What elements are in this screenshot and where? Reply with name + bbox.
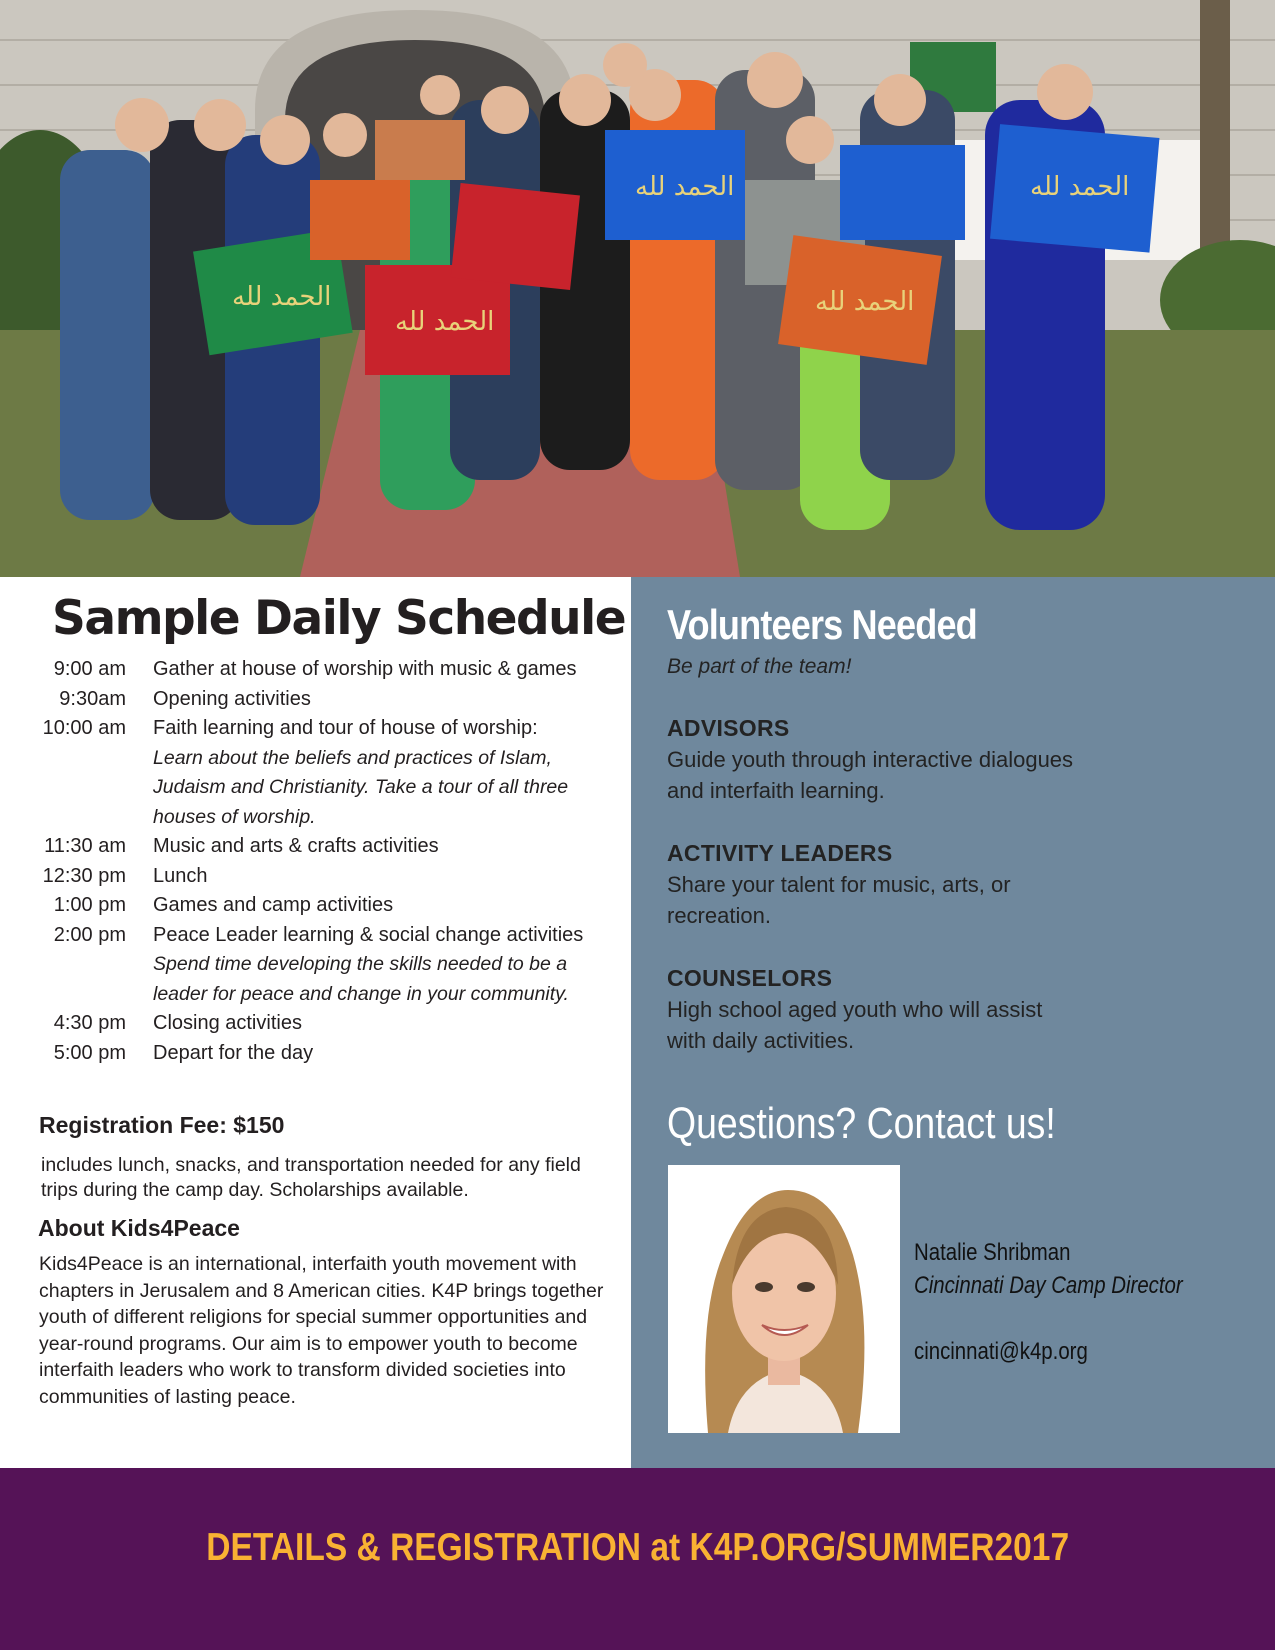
volunteers-subtitle: Be part of the team! — [667, 655, 852, 678]
portrait-illustration — [668, 1165, 900, 1433]
schedule-time: 11:30 am — [44, 835, 126, 857]
role-advisors — [667, 713, 1087, 806]
schedule-row — [28, 1039, 628, 1069]
calligraphy-text: الحمد لله — [815, 287, 915, 317]
role-title: ACTIVITY LEADERS — [667, 840, 893, 866]
schedule-row — [28, 832, 628, 862]
schedule-activity-block — [153, 862, 603, 892]
left-column — [0, 577, 631, 1468]
schedule-row — [28, 714, 628, 832]
schedule-time: 5:00 pm — [53, 1041, 126, 1064]
schedule-activity-block — [153, 1009, 603, 1039]
role-activity-leaders — [667, 838, 1087, 931]
right-column — [631, 577, 1275, 1468]
footer-cta-text[interactable]: DETAILS & REGISTRATION at K4P.ORG/SUMMER2017 — [206, 1526, 1069, 1569]
contact-name: Natalie Shribman — [914, 1239, 1071, 1266]
role-title: ADVISORS — [667, 715, 790, 741]
schedule-activity: Peace Leader learning & social change activities — [153, 923, 584, 946]
schedule-note: Spend time developing the skills needed to be a leader for peace and change in your community. — [153, 953, 569, 1005]
schedule-time: 2:00 pm — [53, 923, 126, 946]
schedule-time: 9:30am — [59, 687, 126, 710]
schedule-time: 12:30 pm — [42, 864, 126, 887]
calligraphy-text: الحمد لله — [232, 282, 332, 312]
schedule-activity: Depart for the day — [153, 1041, 314, 1064]
schedule-activity: Games and camp activities — [153, 894, 394, 916]
schedule-note: Learn about the beliefs and practices of Islam, Judaism and Christianity. Take a tour of all three houses of worship. — [153, 746, 569, 828]
calligraphy-text: الحمد لله — [1030, 172, 1130, 202]
schedule-time: 4:30 pm — [53, 1012, 126, 1034]
schedule-activity-block — [153, 891, 603, 921]
schedule-activity-block — [153, 655, 603, 685]
role-title: COUNSELORS — [667, 965, 833, 991]
about-title: About Kids4Peace — [38, 1215, 240, 1241]
schedule-row — [28, 1009, 628, 1039]
schedule-time: 9:00 am — [53, 658, 126, 680]
schedule-activity: Opening activities — [153, 687, 311, 710]
schedule-time: 1:00 pm — [53, 894, 126, 916]
role-counselors — [667, 963, 1087, 1056]
contact-role: Cincinnati Day Camp Director — [914, 1272, 1183, 1299]
registration-fee-title: Registration Fee: $150 — [39, 1112, 285, 1138]
calligraphy-text: الحمد لله — [635, 172, 735, 202]
schedule-list — [28, 655, 628, 1068]
contact-title: Questions? Contact us! — [667, 1099, 1056, 1148]
schedule-row — [28, 862, 628, 892]
contact-photo — [668, 1165, 900, 1433]
hero-photo — [0, 0, 1275, 577]
schedule-activity: Faith learning and tour of house of worship: — [153, 717, 538, 739]
role-description: Share your talent for music, arts, or recreation. — [667, 872, 1011, 928]
role-description: High school aged youth who will assist with daily activities. — [667, 997, 1043, 1053]
schedule-activity: Gather at house of worship with music & games — [153, 658, 577, 680]
schedule-row — [28, 685, 628, 715]
schedule-time: 10:00 am — [42, 717, 126, 739]
volunteers-title: Volunteers Needed — [667, 601, 977, 648]
schedule-activity-block — [153, 921, 603, 1010]
calligraphy-text: الحمد لله — [395, 307, 495, 337]
schedule-row — [28, 921, 628, 1010]
schedule-row — [28, 891, 628, 921]
footer-cta[interactable] — [0, 1526, 1275, 1570]
schedule-activity-block — [153, 832, 603, 862]
schedule-activity: Music and arts & crafts activities — [153, 835, 439, 857]
schedule-activity-block — [153, 1039, 603, 1069]
schedule-row — [28, 655, 628, 685]
registration-fee-text: includes lunch, snacks, and transportation needed for any field trips during the camp day. Scholarships available. — [41, 1154, 581, 1201]
role-description: Guide youth through interactive dialogues and interfaith learning. — [667, 747, 1074, 803]
hero-photo-illustration — [0, 0, 1275, 577]
schedule-activity-block — [153, 685, 603, 715]
about-text: Kids4Peace is an international, interfaith youth movement with chapters in Jerusalem and 8 American cities. K4P brings together youth of different religions for special summer opportunities and year-round programs. Our aim is to empower youth to become interfaith leaders who work to transform divided societies into communities of lasting peace. — [39, 1253, 604, 1408]
schedule-title: Sample Daily Schedule — [52, 591, 626, 646]
schedule-activity: Lunch — [153, 864, 208, 887]
contact-email-link[interactable]: cincinnati@k4p.org — [914, 1338, 1088, 1365]
schedule-activity-block — [153, 714, 603, 832]
schedule-activity: Closing activities — [153, 1012, 302, 1034]
footer-banner — [0, 1468, 1275, 1650]
